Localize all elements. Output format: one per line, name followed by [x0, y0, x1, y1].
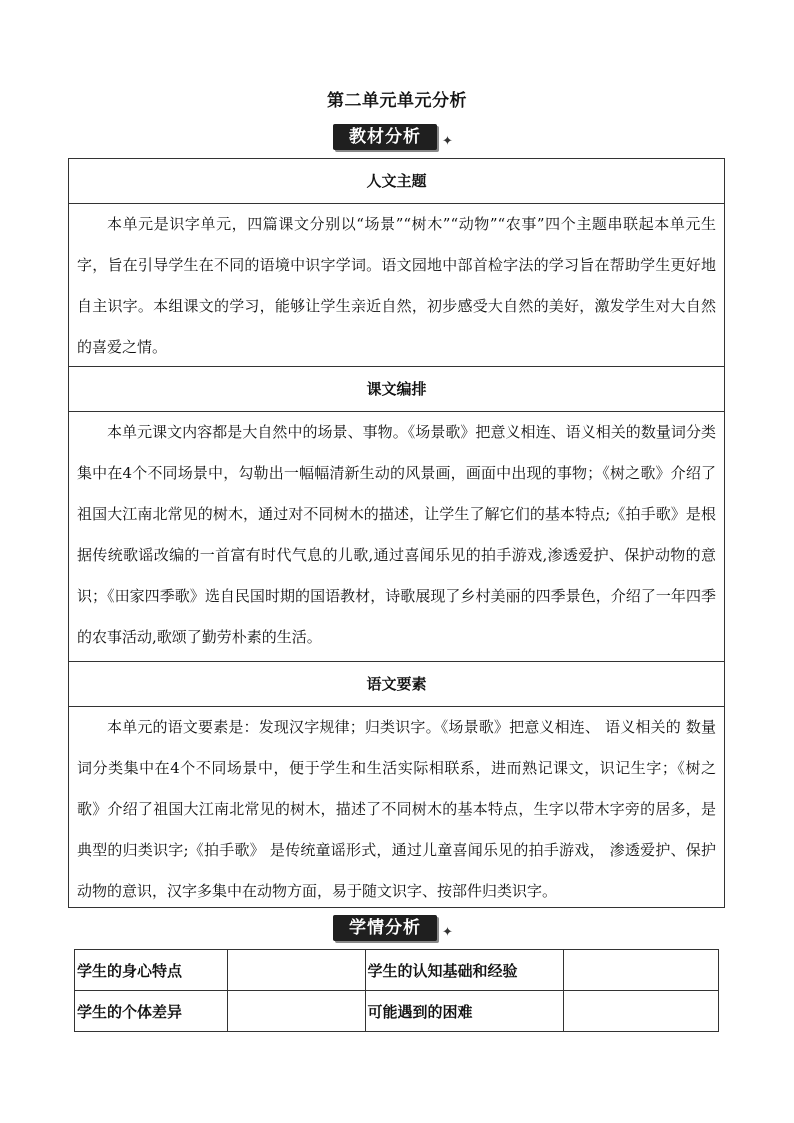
- section-text-elements: 本单元的语文要素是：发现汉字规律；归类识字。《场景歌》把意义相连、 语义相关的 数量词分类集中在4个不同场景中，便于学生和生活实际相联系，进而熟记课文，识记生字；《树之歌》介绍了祖国大江南北常见的树木，描述了不同树木的基本特点，生字以带木字旁的居多，是典型的归类识字;《拍手歌》 是传统童谣形式，通过儿童喜闻乐见的拍手游戏， 渗透爱护、保护动物的意识，汉字多集中在动物方面，易于随文识字、按部件归类识字。: [77, 718, 716, 900]
- page-title: 第二单元单元分析: [327, 91, 467, 111]
- table-cell: [227, 991, 365, 1032]
- section-heading-theme: 人文主题: [69, 159, 724, 204]
- table-cell: 可能遇到的困难: [365, 991, 564, 1032]
- section-heading-arrangement: 课文编排: [69, 366, 724, 412]
- table-cell: 学生的认知基础和经验: [365, 950, 564, 991]
- section-text-theme: 本单元是识字单元，四篇课文分别以“场景”“树木”“动物”“农事”四个主题串联起本单元生字，旨在引导学生在不同的语境中识字学词。语文园地中部首检字法的学习旨在帮助学生更好地自主识字。本组课文的学习，能够让学生亲近自然，初步感受大自然的美好，激发学生对大自然的喜爱之情。: [77, 215, 716, 356]
- table-cell: [227, 950, 365, 991]
- table-row: [75, 950, 719, 991]
- student-analysis-table: [74, 949, 719, 1032]
- table-cell: 学生的个体差异: [75, 991, 228, 1032]
- section-text-arrangement: 本单元课文内容都是大自然中的场景、事物。《场景歌》把意义相连、语义相关的数量词分类集中在4个不同场景中，勾勒出一幅幅清新生动的风景画，画面中出现的事物；《树之歌》介绍了祖国大江南北常见的树木，通过对不同树木的描述，让学生了解它们的基本特点;《拍手歌》是根据传统歌谣改编的一首富有时代气息的儿歌,通过喜闻乐见的拍手游戏,渗透爱护、保护动物的意识；《田家四季歌》选自民国时期的国语教材，诗歌展现了乡村美丽的四季景色，介绍了一年四季的农事活动,歌颂了勤劳朴素的生活。: [77, 423, 716, 646]
- table-cell: [564, 950, 719, 991]
- textbook-analysis-banner: 教材分析: [333, 124, 437, 150]
- sparkle-icon: ✦: [442, 925, 453, 940]
- table-row: [75, 991, 719, 1032]
- table-cell: [564, 991, 719, 1032]
- section-heading-elements: 语文要素: [69, 661, 724, 707]
- student-analysis-banner: 学情分析: [333, 915, 437, 941]
- sparkle-icon: ✦: [442, 134, 453, 149]
- table-cell: 学生的身心特点: [75, 950, 228, 991]
- textbook-analysis-box: [68, 158, 725, 908]
